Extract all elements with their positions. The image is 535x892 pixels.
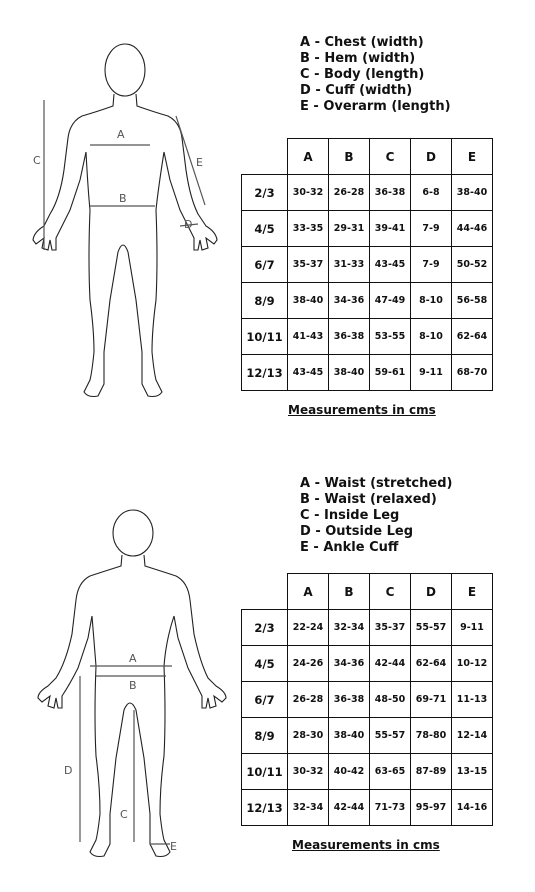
size-label: 8/9 (242, 283, 288, 319)
bottom-size-table (241, 573, 493, 826)
table-cell: 35-37 (370, 610, 411, 646)
table-cell: 34-36 (329, 283, 370, 319)
table-row (242, 682, 493, 718)
table-cell: 26-28 (288, 682, 329, 718)
table-cell: 11-13 (452, 682, 493, 718)
table-cell: 38-40 (452, 175, 493, 211)
column-header: E (452, 139, 493, 175)
table-row (242, 718, 493, 754)
table-cell: 13-15 (452, 754, 493, 790)
table-cell: 30-32 (288, 754, 329, 790)
size-label: 10/11 (242, 319, 288, 355)
table-cell: 35-37 (288, 247, 329, 283)
table-cell: 62-64 (411, 646, 452, 682)
table-cell: 63-65 (370, 754, 411, 790)
top-label-d: D (184, 218, 193, 231)
table-row (242, 646, 493, 682)
table-cell: 56-58 (452, 283, 493, 319)
table-cell: 32-34 (288, 790, 329, 826)
top-label-b: B (119, 192, 127, 205)
legend-item: E - Overarm (length) (300, 99, 451, 114)
table-cell: 44-46 (452, 211, 493, 247)
table-cell: 12-14 (452, 718, 493, 754)
table-cell: 53-55 (370, 319, 411, 355)
column-header: E (452, 574, 493, 610)
table-row (242, 319, 493, 355)
table-cell: 55-57 (411, 610, 452, 646)
top-label-a: A (117, 128, 125, 141)
table-cell: 71-73 (370, 790, 411, 826)
table-cell: 34-36 (329, 646, 370, 682)
table-cell: 36-38 (329, 682, 370, 718)
table-cell: 36-38 (329, 319, 370, 355)
table-cell: 32-34 (329, 610, 370, 646)
top-legend (300, 35, 451, 115)
bottom-measurements-caption: Measurements in cms (292, 838, 440, 852)
table-cell: 41-43 (288, 319, 329, 355)
table-corner-cell (242, 574, 288, 610)
table-cell: 68-70 (452, 355, 493, 391)
table-cell: 30-32 (288, 175, 329, 211)
table-cell: 55-57 (370, 718, 411, 754)
table-cell: 42-44 (370, 646, 411, 682)
column-header: B (329, 139, 370, 175)
size-label: 6/7 (242, 247, 288, 283)
table-row (242, 754, 493, 790)
legend-item: C - Inside Leg (300, 508, 400, 523)
legend-item: A - Chest (width) (300, 35, 424, 50)
table-cell: 42-44 (329, 790, 370, 826)
bottom-label-d: D (64, 764, 73, 777)
legend-item: D - Cuff (width) (300, 83, 413, 98)
table-cell: 7-9 (411, 247, 452, 283)
column-header: D (411, 574, 452, 610)
column-header: C (370, 574, 411, 610)
table-cell: 43-45 (370, 247, 411, 283)
top-body-outline-illustration (0, 0, 240, 440)
size-label: 8/9 (242, 718, 288, 754)
top-body-figure (0, 0, 240, 440)
table-cell: 59-61 (370, 355, 411, 391)
bottom-label-e: E (170, 840, 177, 853)
table-cell: 26-28 (329, 175, 370, 211)
table-cell: 38-40 (329, 718, 370, 754)
table-cell: 24-26 (288, 646, 329, 682)
table-cell: 36-38 (370, 175, 411, 211)
bottom-body-outline-illustration (0, 440, 240, 892)
legend-item: A - Waist (stretched) (300, 476, 453, 491)
table-cell: 62-64 (452, 319, 493, 355)
table-row (242, 610, 493, 646)
table-cell: 31-33 (329, 247, 370, 283)
legend-item: C - Body (length) (300, 67, 425, 82)
size-label: 12/13 (242, 355, 288, 391)
size-label: 4/5 (242, 646, 288, 682)
size-label: 2/3 (242, 610, 288, 646)
table-cell: 87-89 (411, 754, 452, 790)
top-measurements-caption: Measurements in cms (288, 403, 436, 417)
table-cell: 7-9 (411, 211, 452, 247)
legend-item: D - Outside Leg (300, 524, 414, 539)
column-header: D (411, 139, 452, 175)
table-corner-cell (242, 139, 288, 175)
table-cell: 50-52 (452, 247, 493, 283)
table-cell: 47-49 (370, 283, 411, 319)
table-cell: 40-42 (329, 754, 370, 790)
bottom-label-c: C (120, 808, 128, 821)
table-cell: 39-41 (370, 211, 411, 247)
table-cell: 29-31 (329, 211, 370, 247)
table-cell: 69-71 (411, 682, 452, 718)
column-header: A (288, 139, 329, 175)
column-header: B (329, 574, 370, 610)
size-label: 4/5 (242, 211, 288, 247)
size-label: 10/11 (242, 754, 288, 790)
top-label-e: E (196, 156, 203, 169)
table-cell: 9-11 (411, 355, 452, 391)
table-cell: 48-50 (370, 682, 411, 718)
table-cell: 38-40 (288, 283, 329, 319)
legend-item: B - Hem (width) (300, 51, 416, 66)
table-row (242, 247, 493, 283)
bottom-size-chart (0, 440, 535, 892)
table-cell: 78-80 (411, 718, 452, 754)
top-size-table (241, 138, 493, 391)
size-label: 2/3 (242, 175, 288, 211)
bottom-body-figure (0, 440, 240, 892)
bottom-legend (300, 476, 452, 556)
legend-item: E - Ankle Cuff (300, 540, 399, 555)
size-label: 6/7 (242, 682, 288, 718)
table-cell: 95-97 (411, 790, 452, 826)
table-cell: 14-16 (452, 790, 493, 826)
table-row (242, 355, 493, 391)
table-cell: 22-24 (288, 610, 329, 646)
table-cell: 28-30 (288, 718, 329, 754)
legend-item: B - Waist (relaxed) (300, 492, 437, 507)
table-cell: 38-40 (329, 355, 370, 391)
table-row (242, 790, 493, 826)
table-row (242, 211, 493, 247)
table-cell: 9-11 (452, 610, 493, 646)
table-row (242, 175, 493, 211)
top-size-chart (0, 0, 535, 440)
top-label-c: C (33, 154, 41, 167)
column-header: A (288, 574, 329, 610)
table-cell: 33-35 (288, 211, 329, 247)
size-label: 12/13 (242, 790, 288, 826)
bottom-label-a: A (129, 652, 137, 665)
table-cell: 10-12 (452, 646, 493, 682)
column-header: C (370, 139, 411, 175)
bottom-label-b: B (129, 679, 137, 692)
table-row (242, 283, 493, 319)
table-cell: 6-8 (411, 175, 452, 211)
table-cell: 8-10 (411, 283, 452, 319)
table-cell: 43-45 (288, 355, 329, 391)
table-header-row (242, 139, 493, 175)
table-header-row (242, 574, 493, 610)
table-cell: 8-10 (411, 319, 452, 355)
